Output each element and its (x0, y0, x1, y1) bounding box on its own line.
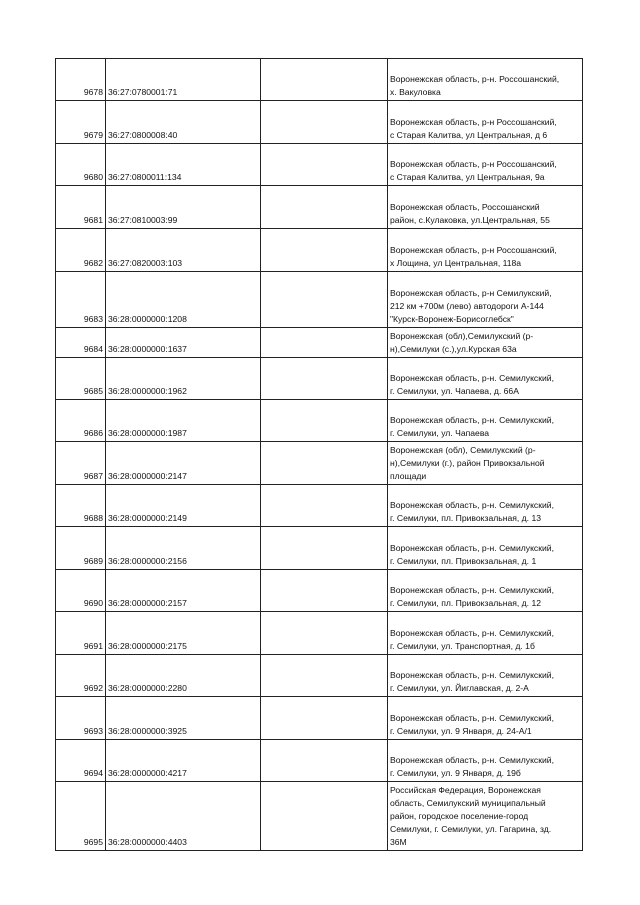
address-cell (388, 570, 583, 612)
table-row (56, 527, 583, 570)
address-cell (388, 328, 583, 358)
address-cell (388, 485, 583, 527)
address-line: Воронежская (обл),Семилукский (р- (390, 331, 534, 341)
address-line: Воронежская область, р-н. Семилукский, (390, 415, 554, 425)
table-row (56, 400, 583, 442)
cadastral-number: 36:28:0000000:1637 (106, 328, 261, 358)
address-cell (388, 400, 583, 442)
empty-cell (261, 328, 388, 358)
cadastral-number: 36:27:0800008:40 (106, 101, 261, 144)
address-line: г. Семилуки, ул. Йиглавская, д. 2-А (390, 683, 529, 693)
empty-cell (261, 358, 388, 400)
row-number: 9688 (56, 485, 106, 527)
cadastral-number: 36:28:0000000:2147 (106, 442, 261, 485)
table-row (56, 101, 583, 144)
address-cell (388, 697, 583, 740)
address-line: Воронежская область, р-н Россошанский, (390, 159, 557, 169)
address-cell (388, 272, 583, 328)
address-line: "Курск-Воронеж-Борисоглебск" (390, 314, 514, 324)
table-row (56, 655, 583, 697)
address-line: г. Семилуки, ул. 9 Января, д. 19б (390, 768, 521, 778)
address-cell (388, 229, 583, 272)
address-line: Воронежская область, р-н. Семилукский, (390, 543, 554, 553)
address-line: Воронежская область, р-н. Семилукский, (390, 500, 554, 510)
table-row (56, 328, 583, 358)
table-row (56, 697, 583, 740)
row-number: 9690 (56, 570, 106, 612)
row-number: 9694 (56, 740, 106, 782)
cadastral-number: 36:28:0000000:2156 (106, 527, 261, 570)
empty-cell (261, 101, 388, 144)
table-row (56, 144, 583, 186)
address-line: Воронежская область, р-н. Семилукский, (390, 755, 554, 765)
cadastral-number: 36:28:0000000:2149 (106, 485, 261, 527)
address-cell (388, 782, 583, 851)
address-cell (388, 101, 583, 144)
empty-cell (261, 485, 388, 527)
address-line: Воронежская область, р-н. Семилукский, (390, 713, 554, 723)
table-row (56, 358, 583, 400)
address-line: с Старая Калитва, ул Центральная, д 6 (390, 130, 548, 140)
empty-cell (261, 697, 388, 740)
table-row (56, 570, 583, 612)
cadastral-number: 36:27:0810003:99 (106, 186, 261, 229)
address-line: н),Семилуки (с.),ул.Курская 63а (390, 344, 517, 354)
address-line: с Старая Калитва, ул Центральная, 9а (390, 172, 545, 182)
address-cell (388, 442, 583, 485)
empty-cell (261, 782, 388, 851)
address-line: Воронежская область, р-н Россошанский, (390, 245, 557, 255)
address-line: Воронежская область, р-н. Семилукский, (390, 670, 554, 680)
cadastral-number: 36:28:0000000:2157 (106, 570, 261, 612)
empty-cell (261, 59, 388, 101)
address-line: Воронежская область, р-н Россошанский, (390, 117, 557, 127)
address-line: Воронежская область, р-н Семилукский, (390, 288, 552, 298)
row-number: 9679 (56, 101, 106, 144)
address-line: н),Семилуки (г.), район Привокзальной (390, 458, 545, 468)
row-number: 9685 (56, 358, 106, 400)
address-line: 36М (390, 837, 407, 847)
empty-cell (261, 144, 388, 186)
address-line: область, Семилукский муниципальный (390, 798, 546, 808)
row-number: 9682 (56, 229, 106, 272)
address-line: 212 км +700м (лево) автодороги А-144 (390, 301, 544, 311)
cadastral-number: 36:28:0000000:1208 (106, 272, 261, 328)
address-line: г. Семилуки, пл. Привокзальная, д. 12 (390, 598, 542, 608)
address-line: г. Семилуки, ул. Транспортная, д. 1б (390, 641, 535, 651)
row-number: 9689 (56, 527, 106, 570)
row-number: 9680 (56, 144, 106, 186)
table-row (56, 59, 583, 101)
cadastral-number: 36:28:0000000:4217 (106, 740, 261, 782)
address-line: г. Семилуки, ул. 9 Января, д. 24-А/1 (390, 726, 532, 736)
registry-table-body (56, 59, 583, 851)
empty-cell (261, 740, 388, 782)
empty-cell (261, 570, 388, 612)
address-line: г. Семилуки, пл. Привокзальная, д. 13 (390, 513, 542, 523)
table-row (56, 612, 583, 655)
row-number: 9678 (56, 59, 106, 101)
address-line: х. Вакуловка (390, 87, 441, 97)
address-cell (388, 144, 583, 186)
cadastral-number: 36:27:0800011:134 (106, 144, 261, 186)
row-number: 9687 (56, 442, 106, 485)
cadastral-number: 36:28:0000000:4403 (106, 782, 261, 851)
empty-cell (261, 442, 388, 485)
row-number: 9686 (56, 400, 106, 442)
row-number: 9692 (56, 655, 106, 697)
address-line: Воронежская (обл), Семилукский (р- (390, 445, 536, 455)
address-line: х Лощина, ул Центральная, 118а (390, 258, 522, 268)
address-line: площади (390, 471, 427, 481)
empty-cell (261, 229, 388, 272)
address-line: Воронежская область, р-н. Россошанский, (390, 74, 560, 84)
registry-table (55, 58, 583, 851)
address-line: г. Семилуки, ул. Чапаева, д. 66А (390, 386, 519, 396)
address-line: Российская Федерация, Воронежская (390, 785, 541, 795)
address-cell (388, 527, 583, 570)
empty-cell (261, 186, 388, 229)
address-cell (388, 358, 583, 400)
address-cell (388, 740, 583, 782)
address-line: Воронежская область, р-н. Семилукский, (390, 628, 554, 638)
cadastral-number: 36:28:0000000:2175 (106, 612, 261, 655)
empty-cell (261, 400, 388, 442)
table-row (56, 442, 583, 485)
cadastral-number: 36:28:0000000:3925 (106, 697, 261, 740)
row-number: 9691 (56, 612, 106, 655)
cadastral-number: 36:28:0000000:1987 (106, 400, 261, 442)
table-row (56, 229, 583, 272)
row-number: 9695 (56, 782, 106, 851)
address-line: Воронежская область, р-н. Семилукский, (390, 373, 554, 383)
empty-cell (261, 612, 388, 655)
cadastral-number: 36:28:0000000:1962 (106, 358, 261, 400)
table-row (56, 740, 583, 782)
address-line: Воронежская область, р-н. Семилукский, (390, 585, 554, 595)
address-line: Воронежская область, Россошанский (390, 202, 540, 212)
row-number: 9683 (56, 272, 106, 328)
empty-cell (261, 655, 388, 697)
cadastral-number: 36:27:0820003:103 (106, 229, 261, 272)
table-row (56, 272, 583, 328)
address-cell (388, 59, 583, 101)
address-cell (388, 655, 583, 697)
address-line: район, с.Кулаковка, ул.Центральная, 55 (390, 215, 550, 225)
table-row (56, 186, 583, 229)
row-number: 9693 (56, 697, 106, 740)
row-number: 9681 (56, 186, 106, 229)
empty-cell (261, 527, 388, 570)
table-row (56, 782, 583, 851)
address-line: район, городское поселение-город (390, 811, 529, 821)
cadastral-number: 36:28:0000000:2280 (106, 655, 261, 697)
address-cell (388, 186, 583, 229)
address-line: г. Семилуки, пл. Привокзальная, д. 1 (390, 556, 537, 566)
empty-cell (261, 272, 388, 328)
table-row (56, 485, 583, 527)
address-cell (388, 612, 583, 655)
address-line: г. Семилуки, ул. Чапаева (390, 428, 490, 438)
row-number: 9684 (56, 328, 106, 358)
cadastral-number: 36:27:0780001:71 (106, 59, 261, 101)
address-line: Семилуки, г. Семилуки, ул. Гагарина, зд. (390, 824, 552, 834)
